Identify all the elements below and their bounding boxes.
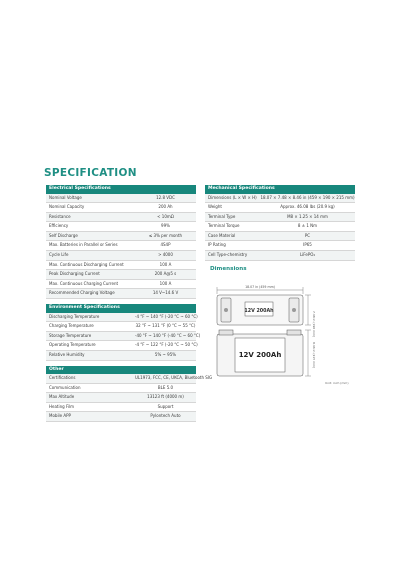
spec-key: Mobile APP — [49, 413, 71, 419]
table-row — [46, 261, 196, 271]
table-row — [46, 374, 213, 384]
spec-value: 32 °F ~ 131 °F (0 °C ~ 55 °C) — [135, 323, 196, 329]
spec-value: 200 A@5 s — [154, 271, 177, 277]
spec-key: Heating Film — [49, 403, 75, 409]
table-row — [46, 313, 196, 323]
table-row — [205, 194, 355, 204]
height-dimension-label: 8.46 in (215 mm) — [312, 342, 316, 369]
environment-heading: Environment Specifications — [46, 304, 196, 313]
spec-value: < 10mΩ — [157, 213, 174, 219]
spec-value: ≤ 3% per month — [148, 232, 183, 238]
table-row — [205, 222, 355, 232]
spec-value: LiFePO₄ — [299, 252, 316, 258]
spec-key: Cell Type-chemistry — [208, 252, 248, 258]
table-row — [46, 384, 196, 394]
spec-value: -4 °F ~ 122 °F (-20 °C ~ 50 °C) — [135, 342, 198, 348]
spec-key: Discharging Temperature — [49, 313, 100, 319]
table-row — [205, 232, 355, 242]
spec-key: Self Discharge — [49, 232, 78, 238]
spec-value: Pylontech Auto — [150, 413, 181, 419]
spec-key: Case Material — [208, 232, 236, 238]
table-row — [205, 213, 355, 223]
table-row — [205, 203, 355, 213]
spec-key: Resistance — [49, 213, 71, 219]
spec-key: Efficiency — [49, 223, 69, 229]
table-row — [46, 403, 196, 413]
table-row — [46, 341, 196, 351]
spec-key: Dimensions (L × W × H) — [208, 194, 257, 200]
spec-key: Nominal Capacity — [49, 204, 85, 210]
spec-key: Nominal Voltage — [49, 194, 82, 200]
spec-key: Peak Discharging Current — [49, 271, 100, 277]
spec-value: Support — [157, 403, 174, 409]
table-row — [46, 351, 196, 361]
spec-value: Approx. 46.08 lbs (20.9 kg) — [280, 204, 335, 210]
spec-value: -40 °F ~ 140 °F (-40 °C ~ 60 °C) — [135, 332, 201, 338]
spec-key: Max Altitude — [49, 394, 75, 400]
spec-key: IP Rating — [208, 242, 226, 248]
height-dimension-line — [305, 330, 311, 376]
spec-value: 99% — [161, 223, 170, 229]
spec-value: 14 V~14.6 V — [152, 290, 179, 296]
left-column — [46, 185, 213, 422]
table-row — [46, 241, 196, 251]
spec-value: 100 A — [159, 280, 172, 286]
terminal-icon — [224, 308, 228, 312]
terminal-icon — [292, 308, 296, 312]
spec-value: BLE 5.0 — [157, 384, 174, 390]
electrical-heading: Electrical Specifications — [46, 185, 196, 194]
spec-key: Recommended Charging Voltage — [49, 290, 115, 296]
front-view-label: 12V 200Ah — [238, 351, 282, 359]
spec-value: M8 × 1.25 × 14 mm — [287, 213, 328, 219]
table-row — [46, 203, 196, 213]
spec-value: IP65 — [303, 242, 312, 248]
spec-value: UL1973, FCC, CE, UKCA, Bluetooth SIG — [135, 375, 213, 380]
mechanical-heading: Mechanical Specifications — [205, 185, 355, 194]
spec-value: 18.07 × 7.48 × 8.46 in (459 × 190 × 215 mm) — [260, 194, 355, 200]
other-table — [46, 374, 213, 422]
table-row — [205, 251, 355, 261]
dimensions-heading: Dimensions — [210, 266, 247, 272]
table-row — [46, 213, 196, 223]
spec-value: 8 ± 1 Nm — [297, 223, 318, 229]
spec-key: Relative Humidity — [49, 351, 85, 357]
table-row — [46, 222, 196, 232]
right-column — [205, 185, 355, 261]
spec-value: 5% ~ 95% — [154, 351, 177, 357]
table-row — [46, 232, 196, 242]
environment-table — [46, 313, 201, 361]
top-view-label: 12V 200Ah — [244, 309, 274, 314]
spec-value: 12.8 VDC — [156, 194, 175, 200]
spec-value: 4S4P — [160, 242, 171, 248]
spec-value: PC — [304, 232, 311, 238]
spec-key: Terminal Torque — [208, 223, 240, 229]
side-dimension-line — [305, 295, 311, 325]
spec-key: Weight — [208, 204, 222, 210]
mechanical-table — [205, 194, 355, 261]
spec-value: 13123 ft (4000 m) — [147, 394, 184, 400]
side-dimension-label: 7.48 in (190 mm) — [312, 311, 316, 338]
top-dimension-label: 18.07 in (459 mm) — [245, 285, 275, 289]
spec-key: Max. Continuous Charging Current — [49, 280, 119, 286]
other-heading: Other — [46, 366, 196, 375]
table-row — [46, 322, 196, 332]
spec-key: Max. Continuous Discharging Current — [49, 261, 124, 267]
table-row — [46, 194, 196, 204]
spec-value: -4 °F ~ 140 °F (-20 °C ~ 60 °C) — [135, 313, 198, 319]
table-row — [46, 270, 196, 280]
spec-key: Certifications — [49, 375, 76, 380]
table-row — [205, 241, 355, 251]
table-row — [46, 280, 196, 290]
spec-key: Operating Temperature — [49, 342, 96, 348]
table-row — [46, 332, 201, 342]
spec-key: Cycle Life — [49, 252, 69, 258]
dimensions-diagram — [205, 276, 355, 391]
spec-value: 200 Ah — [158, 204, 173, 210]
spec-key: Storage Temperature — [49, 332, 92, 338]
unit-note: Unit: inch (mm) — [325, 381, 349, 385]
spec-value: 100 A — [159, 261, 172, 267]
electrical-table — [46, 194, 196, 300]
spec-key: Max. Batteries in Parallel or Series — [49, 242, 118, 248]
page-title: SPECIFICATION — [44, 167, 137, 179]
table-row — [46, 289, 196, 299]
spec-key: Charging Temperature — [49, 323, 94, 329]
table-row — [46, 251, 196, 261]
spec-key: Terminal Type — [208, 213, 236, 219]
table-row — [46, 412, 196, 422]
spec-value: > 4000 — [158, 252, 173, 258]
table-row — [46, 393, 196, 403]
spec-key: Communication — [49, 384, 81, 390]
